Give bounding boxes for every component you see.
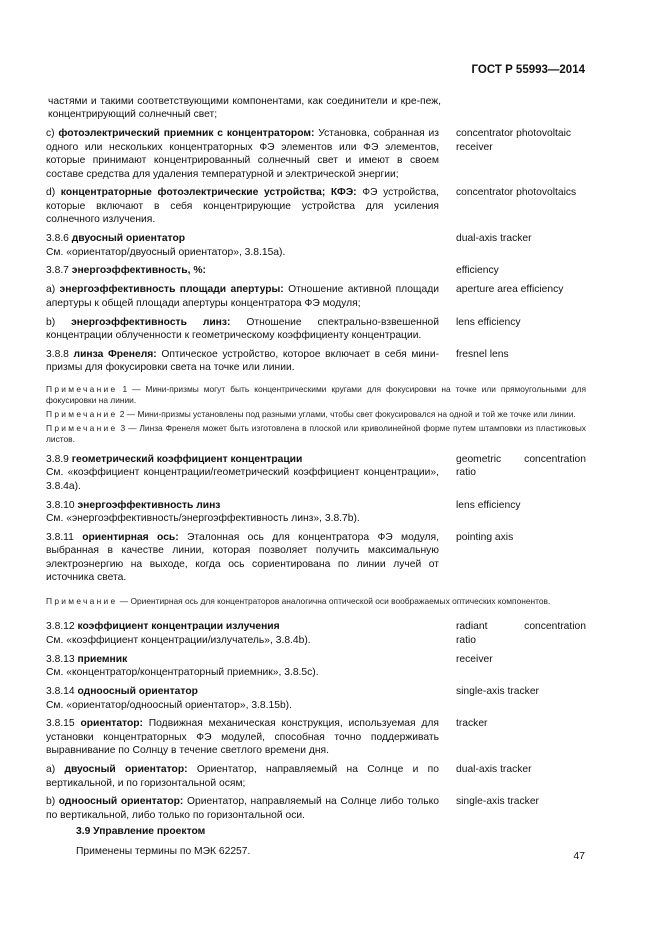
term-en: dual-axis tracker <box>456 764 532 776</box>
term-en: fresnel lens <box>456 349 509 360</box>
entry-3-8-10: 3.8.10 энергоэффективность линз См. «энергоэффективность/энергоэффективность линз», 3.8.7b). lens efficiency <box>46 499 586 526</box>
entry-3-8-8: 3.8.8 линза Френеля: Оптическое устройство, которое включает в себя мини-призмы для фокусировки света на точке или линии. fresnel lens <box>46 348 586 375</box>
term-en: single-axis tracker <box>456 686 539 698</box>
term-en: geometric concentration ratio <box>456 453 586 479</box>
term-en: lens efficiency <box>456 499 521 511</box>
term-en: aperture area efficiency <box>456 284 564 296</box>
term-en: single-axis tracker <box>456 796 539 808</box>
note-3: Примечание 3 — Линза Френеля может быть изготовлена в плоской или криволинейной форме путем штамповки из пластиковых листов. <box>46 422 586 444</box>
term: энергоэффективность площади апертуры: <box>59 284 284 296</box>
term: приемник <box>77 653 128 665</box>
term-en: radiant concentration ratio <box>456 621 586 646</box>
entry-single-axis: b) одноосный ориентатор: Ориентатор, направляемый на Солнце либо только по вертикальной, либо только по горизонтальной оси. single-axis tracker <box>46 795 586 822</box>
doc-header: ГОСТ Р 55993—2014 <box>471 64 585 76</box>
term: энергоэффективность линз <box>77 499 221 511</box>
note-1: Примечание 1 — Мини-призмы могут быть концентрическими кругами для фокусировки на точке или прямоугольными для фокусировки на линии. <box>46 383 586 405</box>
entry-cpv-receiver: c) фотоэлектрический приемник с концентратором: Установка, собранная из одного или нескольких концентраторных ФЭ элементов или ФЭ элементов, которые принимают концентрированный солнечный свет и имеют в своем составе средства для удаления температурной и электрической энергии; concentrator photovoltaic receiver <box>46 127 586 181</box>
page-number: 47 <box>573 850 585 862</box>
term-en: pointing axis <box>456 531 514 543</box>
term: энергоэффективность линз: <box>71 316 231 328</box>
section-title: 3.9 Управление проектом <box>76 826 206 838</box>
entry-dual-axis: а) двуосный ориентатор: Ориентатор, направляемый на Солнце и по вертикальной, и по горизонтальной осям; dual-axis tracker <box>46 763 586 790</box>
entry-3-8-7: 3.8.7 энергоэффективность, %: efficiency <box>46 264 586 277</box>
term: двуосный ориентатор: <box>64 764 188 776</box>
term: ориентатор: <box>80 718 143 730</box>
entry-lens-eff: b) энергоэффективность линз: Отношение спектрально-взвешенной концентрации облученности к геометрическому коэффициенту концентрации. lens efficiency <box>46 316 586 343</box>
term: фотоэлектрический приемник с концентратором: <box>58 128 315 140</box>
entry-3-8-13: 3.8.13 приемник См. «концентратор/концентраторный приемник», 3.8.5с). receiver <box>46 653 586 680</box>
document-body <box>46 95 586 858</box>
term-en: efficiency <box>456 265 499 277</box>
term: одноосный ориентатор: <box>58 796 184 808</box>
term: геометрический коэффициент концентрации <box>71 453 303 465</box>
term-en: concentrator photovoltaics <box>456 187 577 199</box>
term-en: tracker <box>456 718 488 730</box>
term: одноосный ориентатор <box>77 686 198 698</box>
term: линза Френеля: <box>73 349 157 360</box>
note-2: Примечание 2 — Мини-призмы установлены под разными углами, чтобы свет фокусировался на одной и той же точке или линии. <box>46 408 576 419</box>
term: энергоэффективность, %: <box>71 265 206 277</box>
note-4: Примечание — Ориентирная ось для концентраторов аналогична оптической оси воображаемых оптических компонентов. <box>46 596 551 607</box>
term: ориентирная ось: <box>82 531 179 543</box>
entry-aperture: а) энергоэффективность площади апертуры: Отношение активной площади апертуры к общей площади апертуры концентратора ФЭ модуля; aperture area efficiency <box>46 283 586 310</box>
term: коэффициент концентрации излучения <box>77 621 280 633</box>
term: двуосный ориентатор <box>71 233 186 245</box>
entry-3-8-6: 3.8.6 двуосный ориентатор См. «ориентатор/двуосный ориентатор», 3.8.15а). dual-axis tracker <box>46 232 586 259</box>
term-en: receiver <box>456 653 493 665</box>
section-text: Применены термины по МЭК 62257. <box>76 845 251 857</box>
entry-continuation: частями и такими соответствующими компонентами, как соединители и кре-пеж, концентрирующий солнечный свет; <box>48 96 441 121</box>
entry-3-8-11: 3.8.11 ориентирная ось: Эталонная ось для концентратора ФЭ модуля, выбранная в качестве линии, которая позволяет получить максимальную электроэнергию на выходе, когда ось сориентирована по линии лучей от источника света. pointing axis <box>46 531 586 585</box>
entry-3-8-15: 3.8.15 ориентатор: Подвижная механическая конструкция, используемая для установки концентраторных ФЭ модулей, способная точно поддерживать выравнивание по Солнцу в течение светлого времени дня. tracker <box>46 717 586 757</box>
term-en: concentrator photovoltaic receiver <box>456 128 572 153</box>
entry-cpv: d) концентраторные фотоэлектрические устройства; КФЭ: ФЭ устройства, которые включают в себя концентрирующие устройства для усиления солнечного излучения. concentrator photovoltaics <box>46 186 586 226</box>
term-en: dual-axis tracker <box>456 233 532 245</box>
term-en: lens efficiency <box>456 316 521 328</box>
entry-3-8-14: 3.8.14 одноосный ориентатор См. «ориентатор/одноосный ориентатор», 3.8.15b). single-axis tracker <box>46 685 586 712</box>
term: концентраторные фотоэлектрические устройства; КФЭ: <box>60 187 357 199</box>
entry-3-8-9: 3.8.9 геометрический коэффициент концентрации См. «коэффициент концентрации/геометрический коэффициент концентрации», 3.8.4а). geometric concentration ratio <box>46 453 586 492</box>
entry-3-8-12: 3.8.12 коэффициент концентрации излучения См. «коэффициент концентрации/излучатель», 3.8.4b). radiant concentration ratio <box>46 621 586 646</box>
